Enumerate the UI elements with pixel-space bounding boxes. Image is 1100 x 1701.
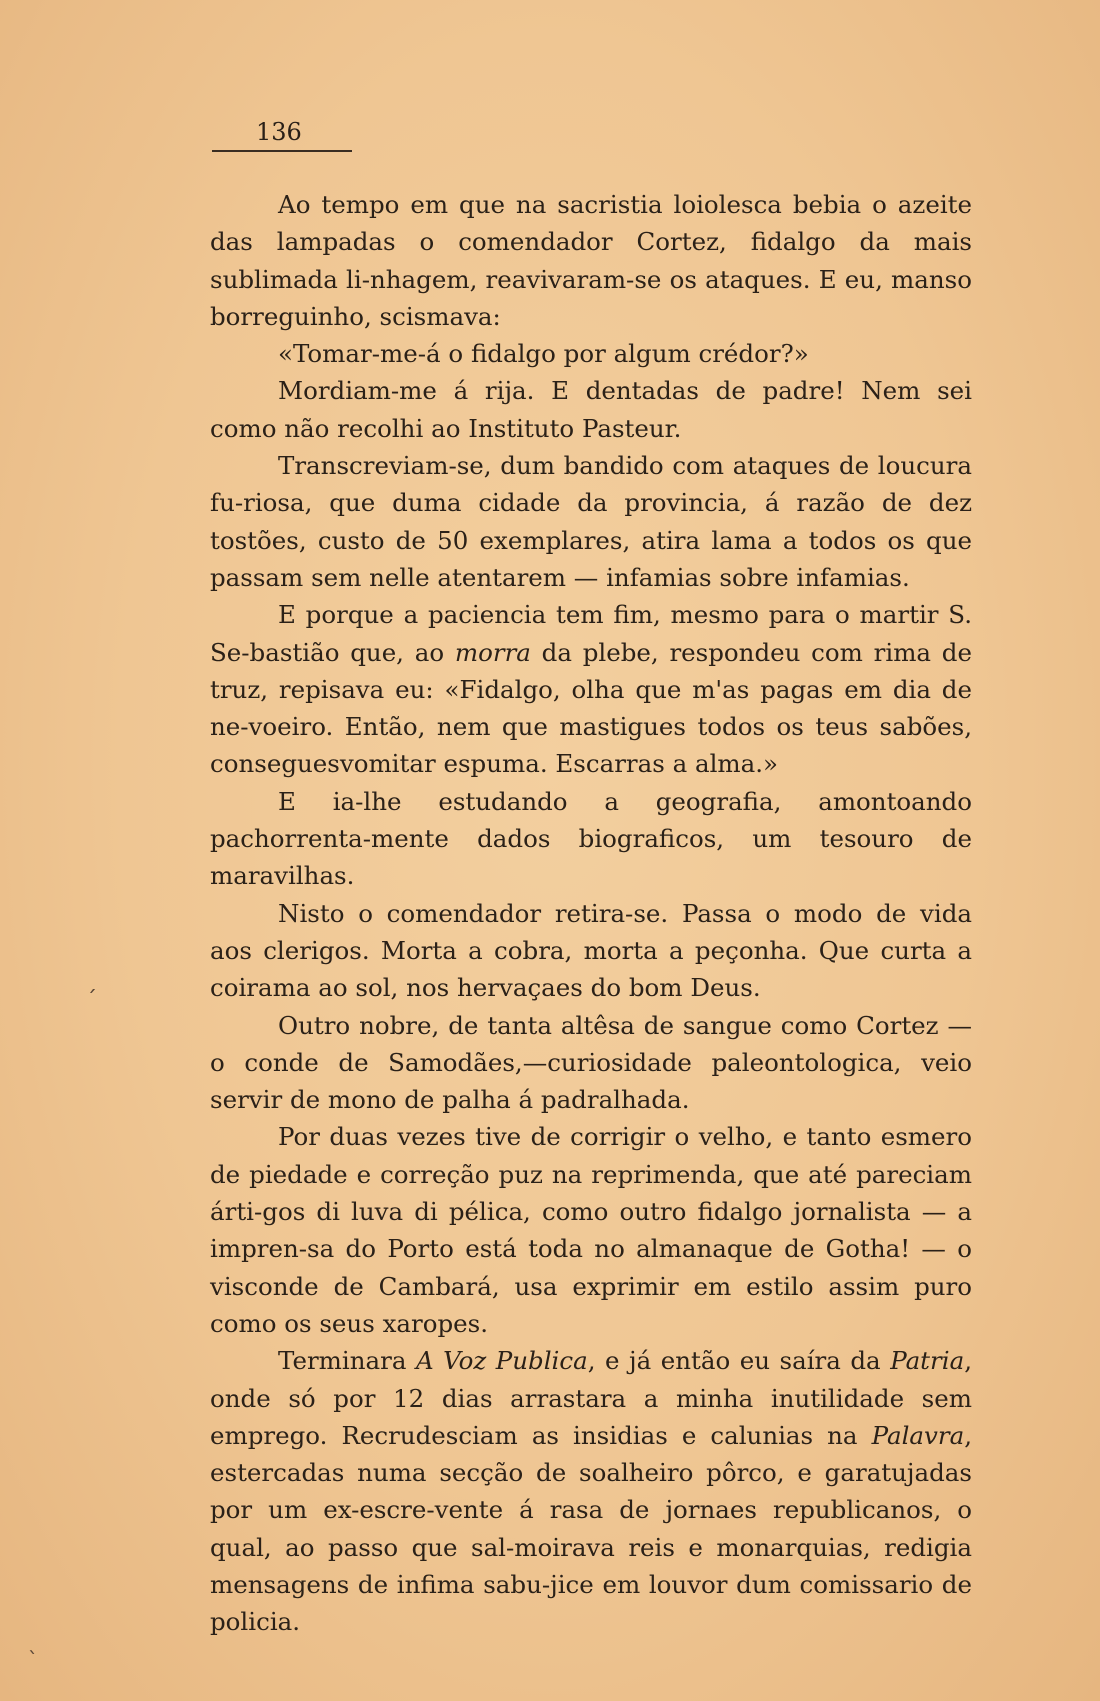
paragraph-text: E ia-lhe estudando a geografia, amontoando pachorrenta-mente dados biograficos, um tesouro de maravilhas. [210, 786, 972, 891]
italic-title: Patria [890, 1346, 965, 1376]
page-header [212, 118, 352, 152]
paragraph-text: , estercadas numa secção de soalheiro pôrco, e garatujadas por um ex-escre-vente á rasa de jornaes republicanos, o qual, ao passo que sal-moirava reis e monarquias, redigia mensagens de infima sabu-jice em louvor dum comissario de policia. [210, 1420, 972, 1637]
italic-word: morra [454, 637, 531, 667]
header-rule [212, 150, 352, 152]
paragraph-text: Mordiam-me á rija. E dentadas de padre! Nem sei como não recolhi ao Instituto Pasteur. [210, 376, 972, 443]
paragraph-text: da plebe, respondeu com rima de truz, repisava eu: «Fidalgo, olha que m'as pagas em dia de ne-voeiro. Então, nem que mastigues todos os teus sabões, conseguesvomitar espuma. Escarras a alma.» [210, 637, 972, 779]
paragraph [210, 335, 972, 372]
italic-title: Palavra [871, 1420, 965, 1450]
paragraph-text: Por duas vezes tive de corrigir o velho, e tanto esmero de piedade e correção puz na reprimenda, que até pareciam árti-gos di luva di pélica, como outro fidalgo jornalista — a impren-sa do Porto está toda no almanaque de Gotha! — o visconde de Cambará, usa exprimir em estilo assim puro como os seus xaropes. [210, 1122, 972, 1338]
paragraph-text: Terminara [278, 1346, 407, 1376]
paragraph [210, 895, 972, 1007]
corner-mark: ˎ [28, 1630, 38, 1654]
body-text [210, 186, 972, 1641]
paragraph [210, 372, 972, 447]
paragraph [210, 447, 972, 596]
paragraph-text: E porque a paciencia tem fim, mesmo para o martir S. Se-bastião que, ao [210, 600, 972, 667]
paragraph-text: , e já então eu saíra da [587, 1346, 881, 1376]
paragraph [210, 1342, 972, 1640]
paragraph-text: Nisto o comendador retira-se. Passa o modo de vida aos clerigos. Morta a cobra, morta a peçonha. Que curta a coirama ao sol, nos hervaçaes do bom Deus. [210, 898, 972, 1003]
paragraph [210, 783, 972, 895]
paragraph-text: Outro nobre, de tanta altêsa de sangue como Cortez — o conde de Samodães,—curiosidade paleontologica, veio servir de mono de palha á padralhada. [210, 1010, 972, 1115]
paragraph [210, 1118, 972, 1342]
paragraph-text: , onde só por 12 dias arrastara a minha inutilidade sem emprego. Recrudesciam as insidias e calunias na [210, 1346, 972, 1450]
paragraph [210, 1007, 972, 1119]
page-number: 136 [256, 118, 302, 146]
italic-title: A Voz Publica [415, 1346, 588, 1376]
paragraph-text: «Tomar-me-á o fidalgo por algum crédor?» [278, 339, 809, 369]
paragraph [210, 596, 972, 782]
paragraph [210, 186, 972, 335]
margin-mark: ˊ [86, 988, 97, 1013]
paragraph-text: Ao tempo em que na sacristia loiolesca bebia o azeite das lampadas o comendador Cortez, fidalgo da mais sublimada li-nhagem, reavivaram-se os ataques. E eu, manso borreguinho, scismava: [210, 190, 972, 331]
paragraph-text: Transcreviam-se, dum bandido com ataques de loucura fu-riosa, que duma cidade da provincia, á razão de dez tostões, custo de 50 exemplares, atira lama a todos os que passam sem nelle atentarem — infamias sobre infamias. [210, 451, 972, 592]
